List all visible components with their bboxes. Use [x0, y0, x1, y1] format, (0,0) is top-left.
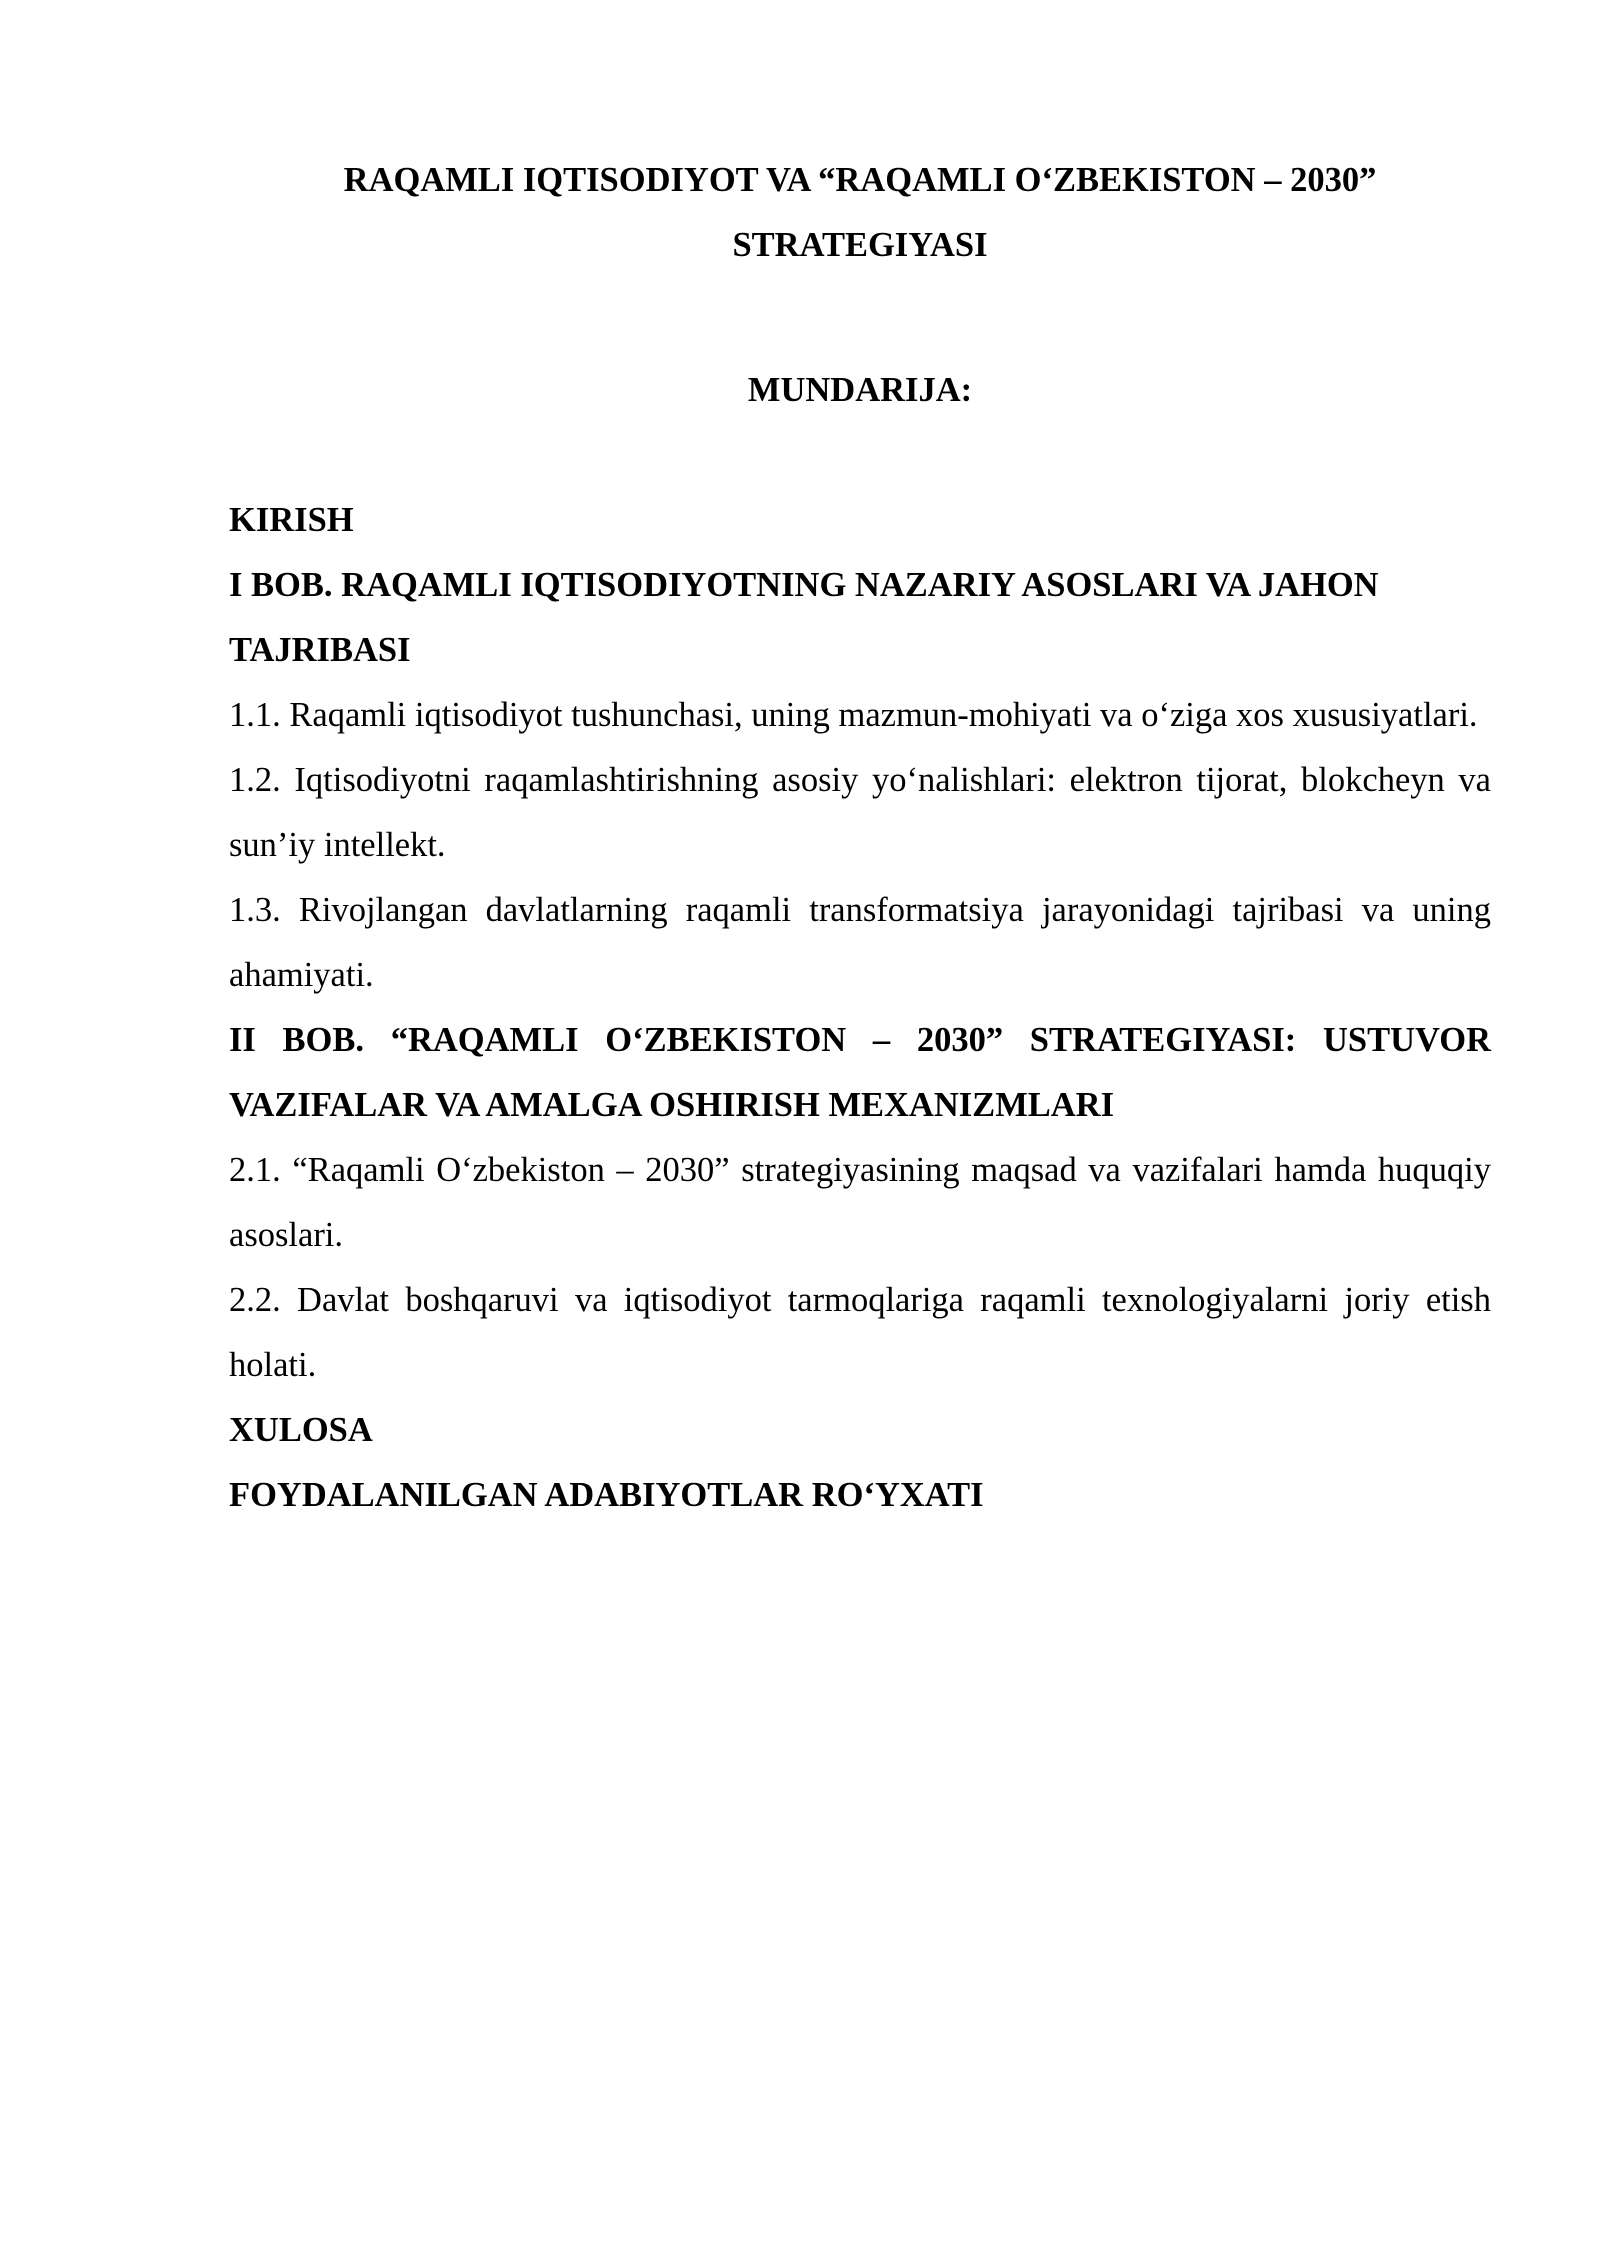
toc-item-conclusion: XULOSA — [229, 1411, 373, 1449]
toc-item-section-2-2: 2.2. Davlat boshqaruvi va iqtisodiyot tarmoqlariga raqamli texnologiyalarni joriy etish holati. — [229, 1281, 1491, 1384]
toc-item-section-1-2: 1.2. Iqtisodiyotni raqamlashtirishning asosiy yo‘nalishlari: elektron tijorat, blokcheyn va sun’iy intellekt. — [229, 761, 1491, 864]
toc-item-chapter-1: I BOB. RAQAMLI IQTISODIYOTNING NAZARIY ASOSLARI VA JAHON TAJRIBASI — [229, 566, 1379, 669]
document-title-line-1: RAQAMLI IQTISODIYOT VA “RAQAMLI O‘ZBEKISTON – 2030” — [343, 161, 1377, 199]
toc-item-section-2-1: 2.1. “Raqamli O‘zbekiston – 2030” strategiyasining maqsad va vazifalari hamda huquqiy asoslari. — [229, 1151, 1491, 1254]
document-title-line-2: STRATEGIYASI — [732, 226, 988, 264]
toc-item-section-1-1: 1.1. Raqamli iqtisodiyot tushunchasi, uning mazmun-mohiyati va o‘ziga xos xususiyatlari. — [229, 696, 1478, 734]
toc-item-chapter-2: II BOB. “RAQAMLI O‘ZBEKISTON – 2030” STRATEGIYASI: USTUVOR VAZIFALAR VA AMALGA OSHIRISH MEXANIZMLARI — [229, 1021, 1491, 1124]
toc-item-section-1-3: 1.3. Rivojlangan davlatlarning raqamli transformatsiya jarayonidagi tajribasi va uning ahamiyati. — [229, 891, 1491, 994]
table-of-contents-heading: MUNDARIJA: — [747, 371, 973, 409]
table-of-contents — [229, 488, 1491, 1528]
toc-item-references: FOYDALANILGAN ADABIYOTLAR RO‘YXATI — [229, 1476, 984, 1514]
document-title — [229, 148, 1491, 278]
toc-item-intro: KIRISH — [229, 501, 354, 539]
